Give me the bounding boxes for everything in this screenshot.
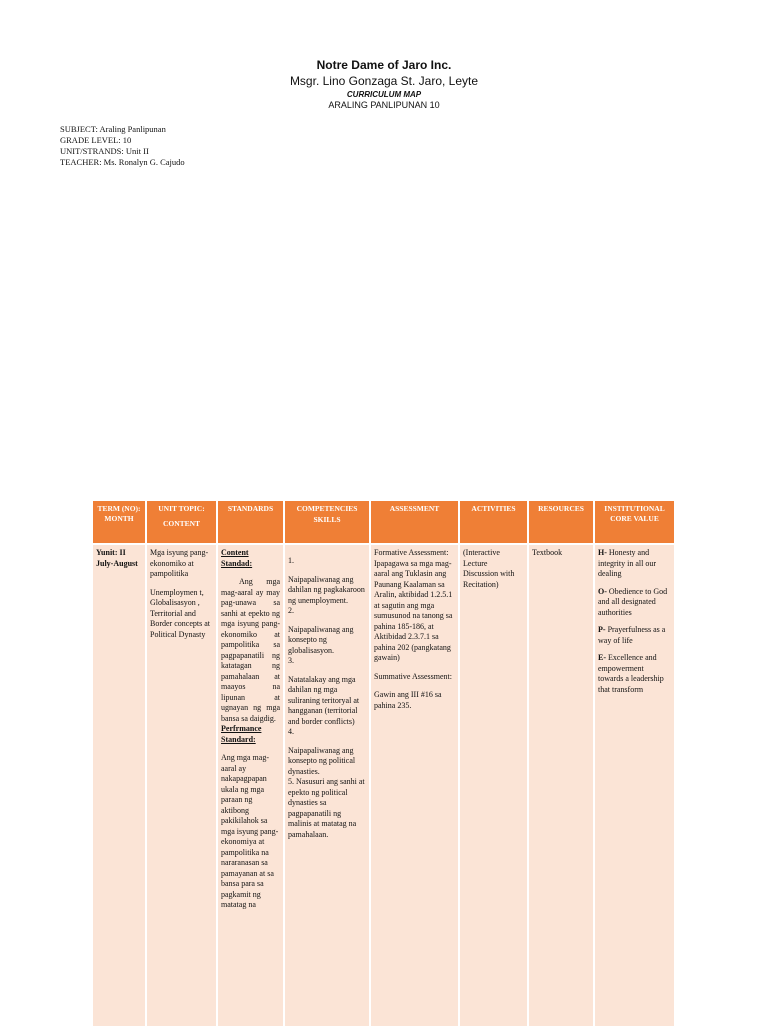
header-competencies: COMPETENCIES SKILLS bbox=[285, 501, 369, 543]
cell-content: Mga isyung pang-ekonomiko at pampolitika Unemploymen t, Globalisasyon , Territorial and Border concepts at Political Dynasty bbox=[147, 545, 216, 1026]
cell-competencies: 1. Naipapaliwanag ang dahilan ng pagkakaroon ng unemployment. 2. Naipapaliwanag ang konsepto ng globalisasyon. 3. Natatalakay ang mga dahilan ng mga suliraning teritoryal at hangganan (territorial and border conflicts) 4. Naipapaliwanag ang konsepto ng political dynasties. 5. Nasusuri ang sanhi at epekto ng political dynasties sa pagpapanatili ng malinis at matatag na pamahalaan. bbox=[285, 545, 369, 1026]
teacher-line: TEACHER: Ms. Ronalyn G. Cajudo bbox=[60, 157, 185, 167]
cell-core-value bbox=[595, 545, 674, 1026]
document-header bbox=[0, 58, 768, 110]
cell-term: Yunit: II July-August bbox=[93, 545, 145, 1026]
header-resources: RESOURCES bbox=[529, 501, 593, 543]
subject-title: ARALING PANLIPUNAN 10 bbox=[328, 100, 440, 110]
header-assessment: ASSESSMENT bbox=[371, 501, 458, 543]
core-value-o: O- Obedience to God and all designated authorities bbox=[598, 586, 668, 617]
cell-standards bbox=[218, 545, 283, 1026]
core-value-p: P- Prayerfulness as a way of life bbox=[598, 625, 666, 645]
performance-standard-label: Perfrmance Standard: bbox=[221, 724, 262, 744]
header-content: CONTENT bbox=[162, 519, 201, 528]
content-standard-text: Ang mga mag-aaral ay may pag-unawa sa sanhi at epekto ng mga isyung pang-ekonomiko at pampolitika sa pagpapanatili ng katatagan ng pamahalaan at maayos na lipunan at ugnayan ng mga bansa sa daigdig. bbox=[221, 577, 280, 723]
performance-standard-text: Ang mga mag-aaral ay nakapagpapan ukala ng mga paraan ng aktibong pakikilahok sa mga isyung pang-ekonomiya at pampolitika na nararanasan sa pamayanan at sa bansa para sa pagkamit ng matatag na bbox=[221, 753, 279, 909]
header-unit-topic: UNIT TOPIC: CONTENT bbox=[147, 501, 216, 543]
unit-line: UNIT/STRANDS: Unit II bbox=[60, 146, 149, 156]
header-activities: ACTIVITIES bbox=[460, 501, 527, 543]
header-skills: SKILLS bbox=[313, 515, 341, 524]
cell-resources: Textbook bbox=[529, 545, 593, 1026]
course-info bbox=[60, 124, 185, 168]
school-name: Notre Dame of Jaro Inc. bbox=[316, 58, 452, 72]
map-title: CURRICULUM MAP bbox=[346, 90, 422, 99]
school-address: Msgr. Lino Gonzaga St. Jaro, Leyte bbox=[289, 74, 479, 88]
header-core-value: INSTITUTIONAL CORE VALUE bbox=[595, 501, 674, 543]
content-standard-label: Content Standad: bbox=[221, 548, 253, 568]
core-value-e: E- Excellence and empowerment towards a leadership that transform bbox=[598, 653, 664, 694]
subject-line: SUBJECT: Araling Panlipunan bbox=[60, 124, 166, 134]
curriculum-table bbox=[93, 501, 676, 1024]
cell-assessment: Formative Assessment: Ipapagawa sa mga mag-aaral ang Tuklasin ang Paunang Kaalaman sa Aralin, aktibidad 1.2.5.1 at sagutin ang mga sumusunod na tanong sa pahina 185-186, at Aktibidad 2.3.7.1 sa pahina 202 (pangkatang gawain) Summative Assessment: Gawin ang III #16 sa pahina 235. bbox=[371, 545, 458, 1026]
cell-activities: (Interactive Lecture Discussion with Recitation) bbox=[460, 545, 527, 1026]
header-term: TERM (NO): MONTH bbox=[93, 501, 145, 543]
core-value-h: H- Honesty and integrity in all our dealing bbox=[598, 548, 656, 578]
grade-line: GRADE LEVEL: 10 bbox=[60, 135, 132, 145]
header-standards: STANDARDS bbox=[218, 501, 283, 543]
